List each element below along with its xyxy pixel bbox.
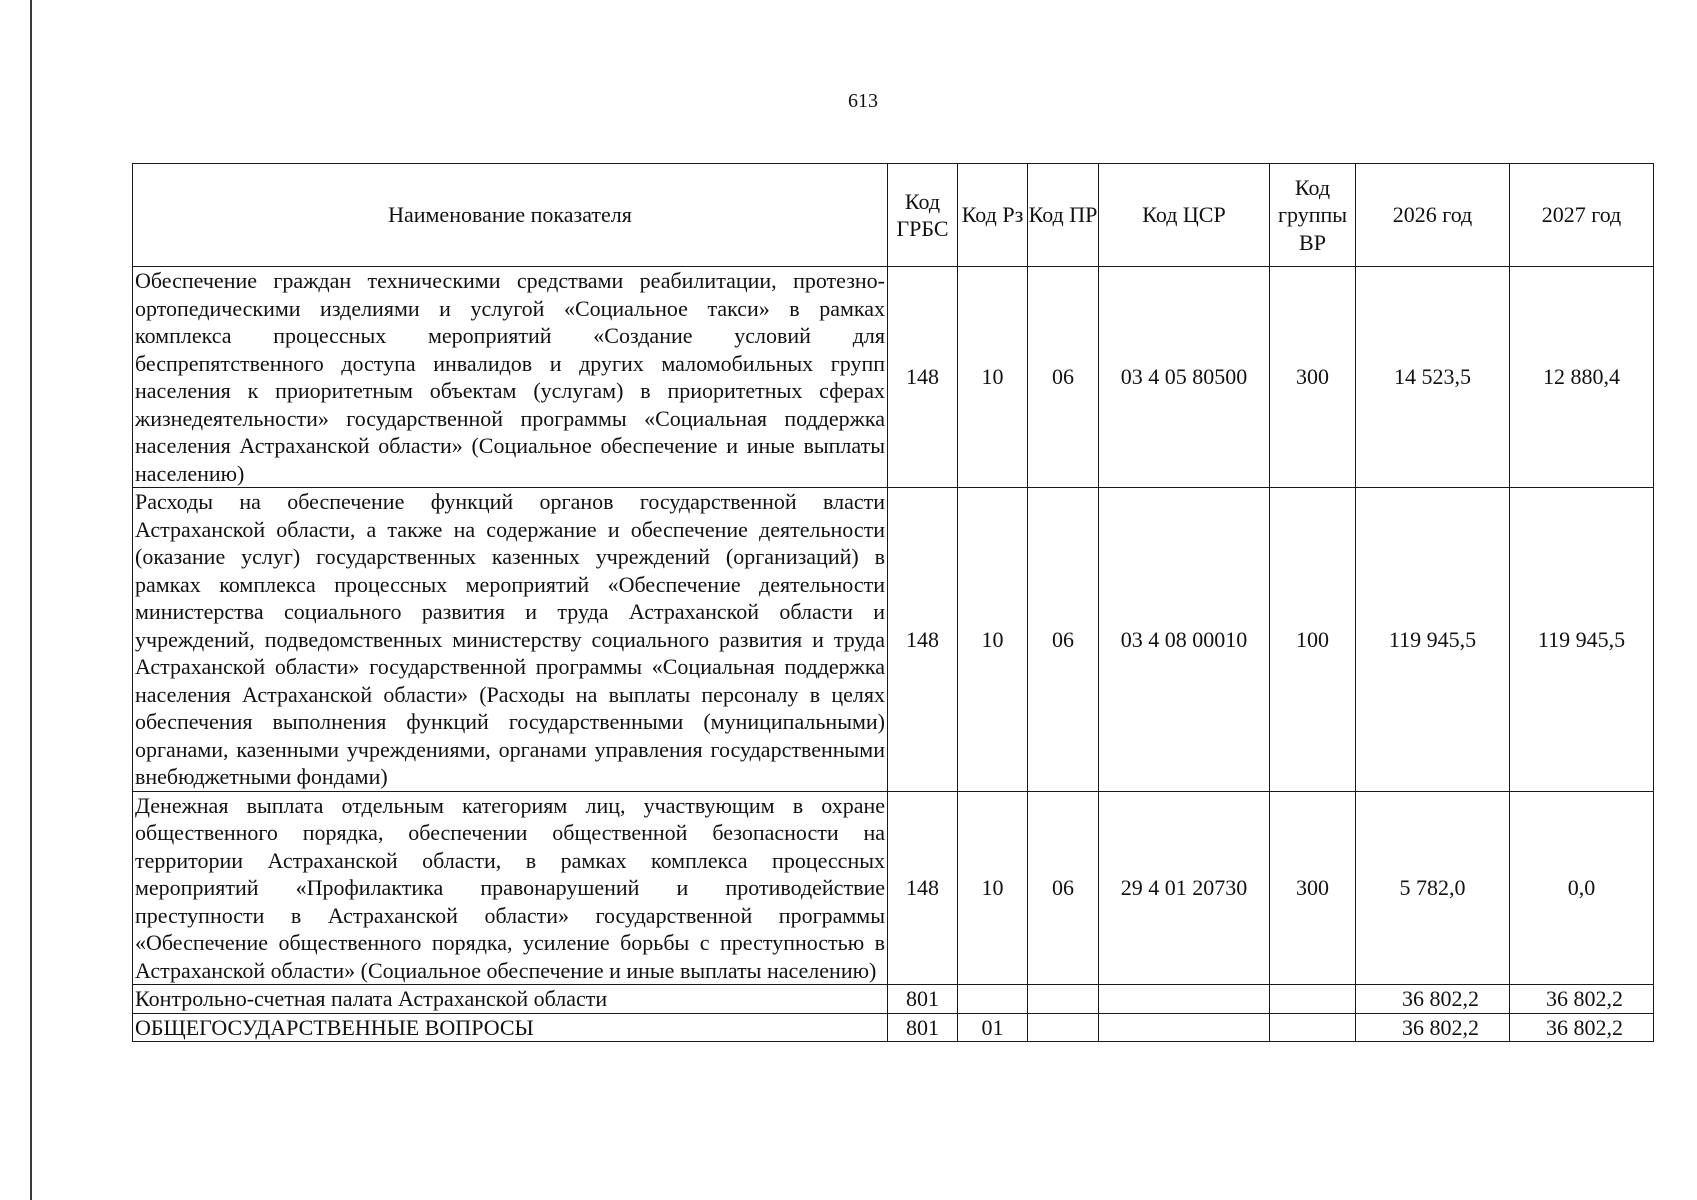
row-amount-2026: 14 523,5 xyxy=(1356,267,1510,488)
row-rz xyxy=(958,985,1028,1014)
table-row xyxy=(133,267,1654,488)
row-name: Обеспечение граждан техническими средствами реабилитации, протезно-ортопедическими изделиями и услугой «Социальное такси» в рамках комплекса процессных мероприятий «Создание условий для беспрепятственного доступа инвалидов и других маломобильных групп населения к приоритетным объектам (услугам) в приоритетных сферах жизнедеятельности» государственной программы «Социальная поддержка населения Астраханской области» (Социальное обеспечение и иные выплаты населению) xyxy=(133,267,888,488)
row-name: Денежная выплата отдельным категориям лиц, участвующим в охране общественного порядка, обеспечении общественной безопасности на территории Астраханской области, в рамках комплекса процессных мероприятий «Профилактика правонарушений и противодействие преступности в Астраханской области» государственной программы «Обеспечение общественного порядка, усиление борьбы с преступностью в Астраханской области» (Социальное обеспечение и иные выплаты населению) xyxy=(133,791,888,985)
row-vr xyxy=(1270,985,1356,1014)
row-rz: 01 xyxy=(958,1013,1028,1042)
row-vr: 300 xyxy=(1270,267,1356,488)
row-amount-2026: 119 945,5 xyxy=(1356,488,1510,792)
row-csr: 03 4 05 80500 xyxy=(1099,267,1270,488)
table-row xyxy=(133,791,1654,985)
row-amount-2027: 0,0 xyxy=(1510,791,1654,985)
row-grbs: 801 xyxy=(888,985,958,1014)
row-rz: 10 xyxy=(958,267,1028,488)
header-rz: Код Рз xyxy=(958,164,1028,267)
row-grbs: 801 xyxy=(888,1013,958,1042)
table-row xyxy=(133,985,1654,1014)
row-pr xyxy=(1028,1013,1099,1042)
row-csr: 03 4 08 00010 xyxy=(1099,488,1270,792)
table-row xyxy=(133,488,1654,792)
header-2027: 2027 год xyxy=(1510,164,1654,267)
header-vr: Код группы ВР xyxy=(1270,164,1356,267)
row-rz: 10 xyxy=(958,791,1028,985)
budget-table xyxy=(132,163,1654,1042)
row-name: Контрольно-счетная палата Астраханской области xyxy=(133,985,888,1014)
row-amount-2026: 36 802,2 xyxy=(1356,985,1510,1014)
row-vr: 100 xyxy=(1270,488,1356,792)
header-csr: Код ЦСР xyxy=(1099,164,1270,267)
row-amount-2027: 119 945,5 xyxy=(1510,488,1654,792)
row-name: Расходы на обеспечение функций органов государственной власти Астраханской области, а также на содержание и обеспечение деятельности (оказание услуг) государственных казенных учреждений (организаций) в рамках комплекса процессных мероприятий «Обеспечение деятельности министерства социального развития и труда Астраханской области и учреждений, подведомственных министерству социального развития и труда Астраханской области» государственной программы «Социальная поддержка населения Астраханской области» (Расходы на выплаты персоналу в целях обеспечения выполнения функций государственными (муниципальными) органами, казенными учреждениями, органами управления государственными внебюджетными фондами) xyxy=(133,488,888,792)
row-csr: 29 4 01 20730 xyxy=(1099,791,1270,985)
row-pr xyxy=(1028,985,1099,1014)
row-pr: 06 xyxy=(1028,791,1099,985)
row-pr: 06 xyxy=(1028,488,1099,792)
row-vr: 300 xyxy=(1270,791,1356,985)
header-pr: Код ПР xyxy=(1028,164,1099,267)
row-grbs: 148 xyxy=(888,791,958,985)
header-2026: 2026 год xyxy=(1356,164,1510,267)
row-csr xyxy=(1099,1013,1270,1042)
header-grbs: Код ГРБС xyxy=(888,164,958,267)
row-amount-2026: 5 782,0 xyxy=(1356,791,1510,985)
row-rz: 10 xyxy=(958,488,1028,792)
table-header-row xyxy=(133,164,1654,267)
row-grbs: 148 xyxy=(888,267,958,488)
row-vr xyxy=(1270,1013,1356,1042)
row-grbs: 148 xyxy=(888,488,958,792)
table-row xyxy=(133,1013,1654,1042)
row-name: ОБЩЕГОСУДАРСТВЕННЫЕ ВОПРОСЫ xyxy=(133,1013,888,1042)
row-amount-2027: 36 802,2 xyxy=(1510,985,1654,1014)
page-number: 613 xyxy=(848,90,878,112)
row-amount-2026: 36 802,2 xyxy=(1356,1013,1510,1042)
binding-margin-line xyxy=(30,0,32,1200)
row-csr xyxy=(1099,985,1270,1014)
header-name: Наименование показателя xyxy=(133,164,888,267)
row-amount-2027: 36 802,2 xyxy=(1510,1013,1654,1042)
row-amount-2027: 12 880,4 xyxy=(1510,267,1654,488)
row-pr: 06 xyxy=(1028,267,1099,488)
